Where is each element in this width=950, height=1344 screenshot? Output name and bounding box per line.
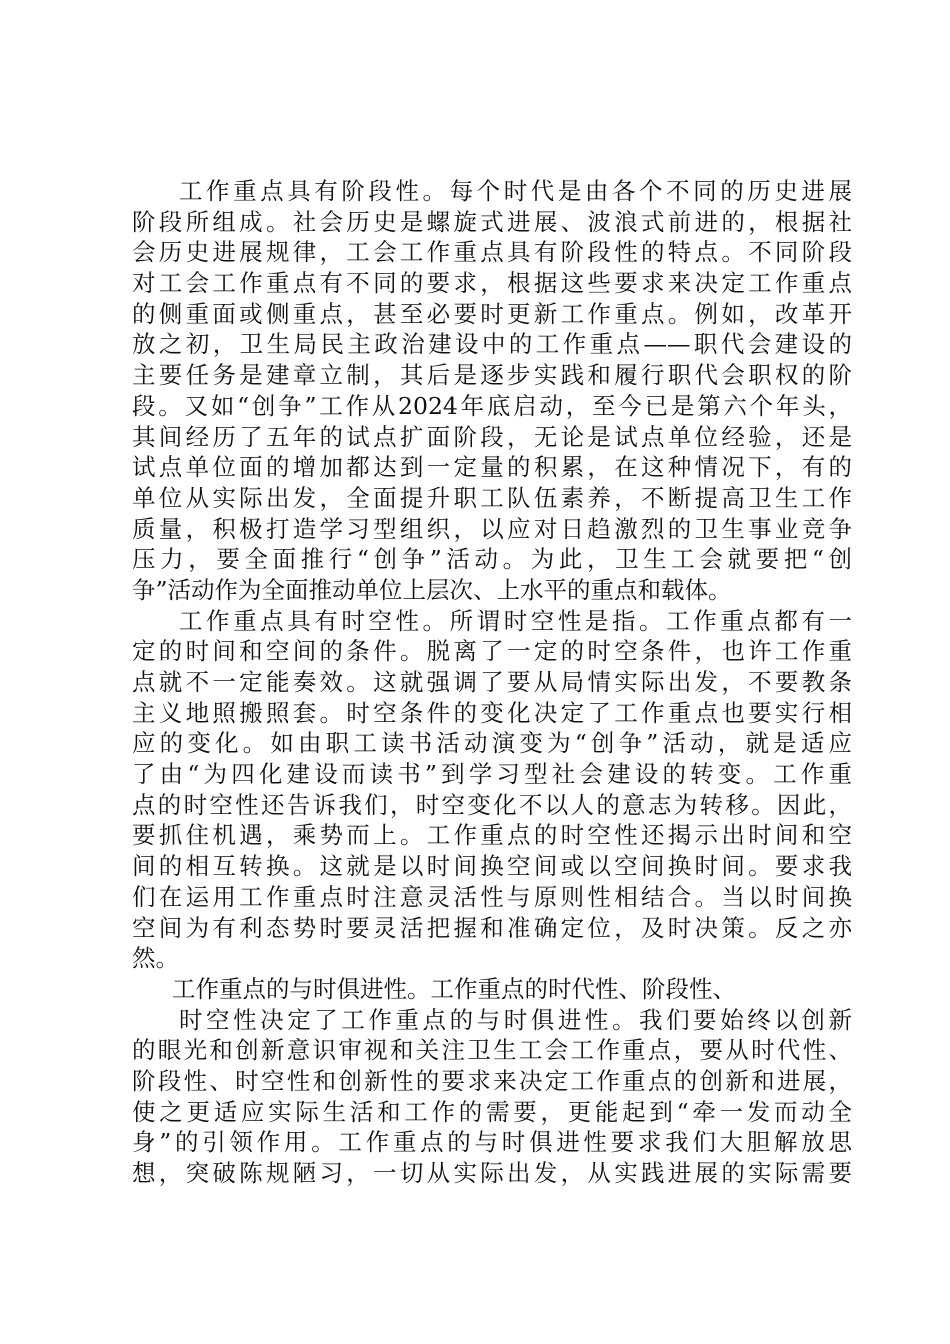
text-line: 想，突破陈规陋习，一切从实际出发，从实践进展的实际需要 <box>132 1159 852 1187</box>
text-line: 时空性决定了工作重点的与时俱进性。我们要始终以创新 <box>179 1005 852 1034</box>
text-line: 会历史进展规律，工会工作重点具有阶段性的特点。不同阶段 <box>132 238 852 267</box>
text-line: 主要任务是建章立制，其后是逐步实践和履行职代会职权的阶 <box>132 361 852 390</box>
text-line: 应的变化。如由职工读书活动演变为“创争”活动，就是适应 <box>132 729 852 758</box>
text-line: 点就不一定能奏效。这就强调了要从局情实际出发，不要教条 <box>132 668 852 696</box>
text-line: 工作重点具有时空性。所谓时空性是指。工作重点都有一 <box>179 606 852 635</box>
text-line: 压力，要全面推行“创争”活动。为此，卫生工会就要把“创 <box>132 545 852 574</box>
text-line: 工作重点具有阶段性。每个时代是由各个不同的历史进展 <box>179 177 852 205</box>
document-body <box>132 176 852 1189</box>
text-line: 要抓住机遇，乘势而上。工作重点的时空性还揭示出时间和空 <box>132 821 852 850</box>
text-line: 们在运用工作重点时注意灵活性与原则性相结合。当以时间换 <box>132 882 852 911</box>
text-line: 对工会工作重点有不同的要求，根据这些要求来决定工作重点 <box>132 269 852 298</box>
text-line: 其间经历了五年的试点扩面阶段，无论是试点单位经验，还是 <box>132 422 852 451</box>
text-line: 争”活动作为全面推动单位上层次、上水平的重点和载体。 <box>132 575 732 604</box>
text-line: 试点单位面的增加都达到一定量的积累，在这种情况下，有的 <box>132 453 852 482</box>
text-line: 工作重点的与时俱进性。工作重点的时代性、阶段性、 <box>172 974 736 1003</box>
text-line: 使之更适应实际生活和工作的需要，更能起到“牵一发而动全 <box>132 1097 852 1126</box>
text-line: 间的相互转换。这就是以时间换空间或以空间换时间。要求我 <box>132 852 852 881</box>
text-line: 然。 <box>132 944 179 973</box>
text-line: 的侧重面或侧重点，甚至必要时更新工作重点。例如，改革开 <box>132 299 852 328</box>
text-line: 阶段所组成。社会历史是螺旋式进展、波浪式前进的，根据社 <box>132 207 852 236</box>
text-line: 段。又如“创争”工作从2024年底启动，至今已是第六个年头， <box>132 391 852 420</box>
text-line: 主义地照搬照套。时空条件的变化决定了工作重点也要实行相 <box>132 698 852 727</box>
text-line: 阶段性、时空性和创新性的要求来决定工作重点的创新和进展， <box>132 1066 852 1095</box>
text-line: 放之初，卫生局民主政治建设中的工作重点——职代会建设的 <box>132 330 852 359</box>
text-line: 质量，积极打造学习型组织，以应对日趋激烈的卫生事业竞争 <box>132 514 852 543</box>
text-line: 身”的引领作用。工作重点的与时俱进性要求我们大胆解放思 <box>132 1128 852 1157</box>
text-line: 单位从实际出发，全面提升职工队伍素养，不断提高卫生工作 <box>132 483 852 512</box>
text-line: 空间为有利态势时要灵活把握和准确定位，及时决策。反之亦 <box>132 913 852 942</box>
text-line: 点的时空性还告诉我们，时空变化不以人的意志为转移。因此， <box>132 790 852 819</box>
text-line: 了由“为四化建设而读书”到学习型社会建设的转变。工作重 <box>132 760 852 789</box>
text-line: 定的时间和空间的条件。脱离了一定的时空条件，也许工作重 <box>132 637 852 666</box>
text-line: 的眼光和创新意识审视和关注卫生工会工作重点，要从时代性、 <box>132 1036 852 1065</box>
